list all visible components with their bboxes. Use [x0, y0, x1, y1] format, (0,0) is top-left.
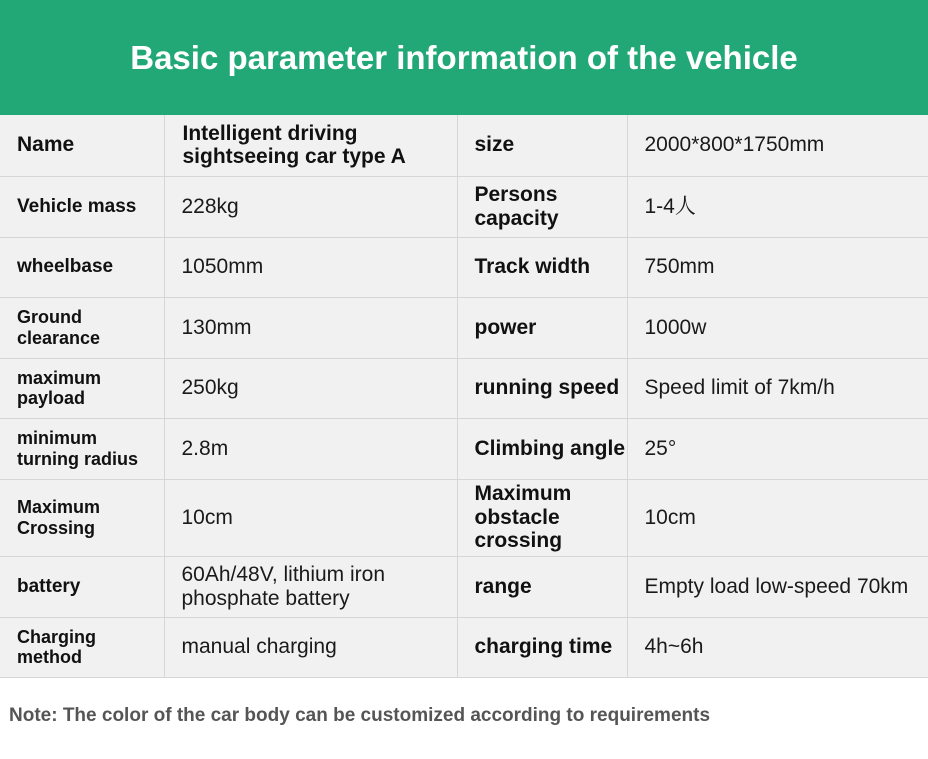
param-label: Ground clearance — [0, 297, 164, 358]
param-value: Empty load low-speed 70km — [627, 556, 928, 617]
param-label: battery — [0, 556, 164, 617]
param-label: charging time — [457, 617, 627, 677]
param-label: Climbing angle — [457, 418, 627, 479]
param-value: 250kg — [164, 358, 457, 418]
param-label: maximum payload — [0, 358, 164, 418]
param-value: Intelligent driving sightseeing car type A — [164, 115, 457, 176]
param-label: minimum turning radius — [0, 418, 164, 479]
param-label: Name — [0, 115, 164, 176]
param-value: 25° — [627, 418, 928, 479]
param-value: 130mm — [164, 297, 457, 358]
param-value: 1050mm — [164, 237, 457, 297]
param-value: 1000w — [627, 297, 928, 358]
page-title: Basic parameter information of the vehicle — [130, 38, 798, 76]
param-label: Maximum obstacle crossing — [457, 479, 627, 556]
param-value: 2.8m — [164, 418, 457, 479]
param-label: Vehicle mass — [0, 176, 164, 237]
param-value: 1-4人 — [627, 176, 928, 237]
table-row — [0, 237, 928, 297]
parameter-table — [0, 115, 928, 678]
param-value: 228kg — [164, 176, 457, 237]
param-label: size — [457, 115, 627, 176]
param-value: 60Ah/48V, lithium iron phosphate battery — [164, 556, 457, 617]
param-value: manual charging — [164, 617, 457, 677]
param-value: 10cm — [627, 479, 928, 556]
param-value: 2000*800*1750mm — [627, 115, 928, 176]
param-label: range — [457, 556, 627, 617]
param-value: 10cm — [164, 479, 457, 556]
param-value: 4h~6h — [627, 617, 928, 677]
title-banner — [0, 0, 928, 115]
param-label: running speed — [457, 358, 627, 418]
param-label: Track width — [457, 237, 627, 297]
param-label: Persons capacity — [457, 176, 627, 237]
table-row — [0, 556, 928, 617]
param-label: Charging method — [0, 617, 164, 677]
table-row — [0, 176, 928, 237]
table-row — [0, 115, 928, 176]
param-label: power — [457, 297, 627, 358]
param-label: wheelbase — [0, 237, 164, 297]
footnote: Note: The color of the car body can be customized according to requirements — [9, 705, 711, 726]
table-row — [0, 358, 928, 418]
param-value: 750mm — [627, 237, 928, 297]
table-row — [0, 617, 928, 677]
table-row — [0, 418, 928, 479]
table-row — [0, 297, 928, 358]
param-label: Maximum Crossing — [0, 479, 164, 556]
param-value: Speed limit of 7km/h — [627, 358, 928, 418]
table-row — [0, 479, 928, 556]
